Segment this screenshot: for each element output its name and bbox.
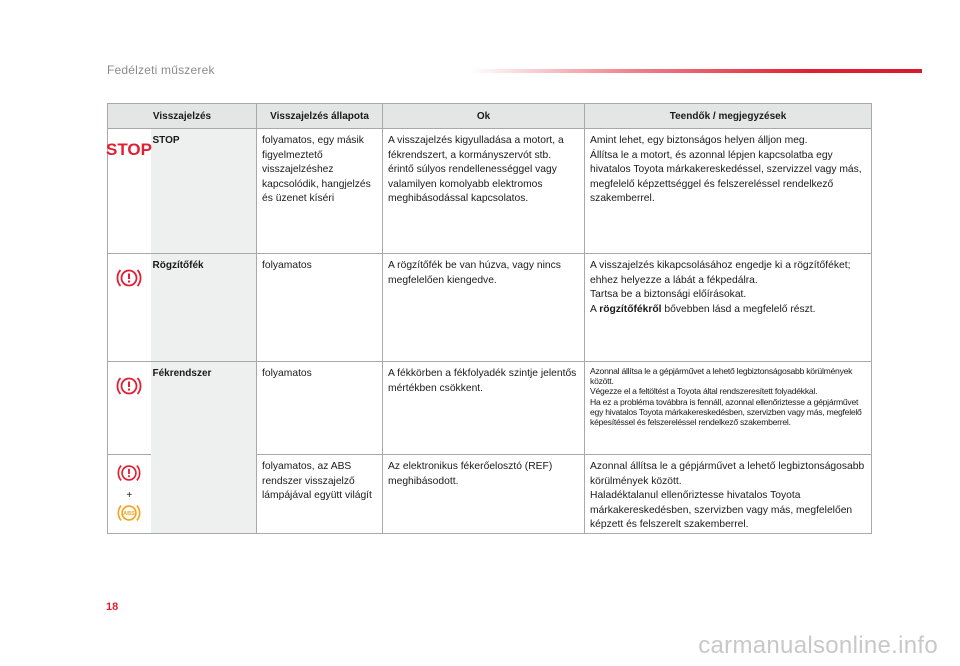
table-row-parking-brake <box>108 254 872 362</box>
signal-state: folyamatos <box>257 254 383 362</box>
signal-state: folyamatos, az ABS rendszer visszajelző lámpájával együtt világít <box>257 455 383 534</box>
table-header-row <box>108 104 872 129</box>
table-row-brake-system <box>108 362 872 455</box>
signal-action <box>585 129 872 254</box>
signal-state: folyamatos, egy másik figyelmeztető visszajelzéshez kapcsolódik, hangjelzés és üzenet kíséri <box>257 129 383 254</box>
action-reference-bold: rögzítőfékről <box>599 303 662 315</box>
action-text: Azonnal állítsa le a gépjárművet a lehető legbiztonságosabb körülmények között. <box>590 461 865 487</box>
abs-icon-label: ABS <box>123 511 136 518</box>
action-text: Haladéktalanul ellenőriztesse hivatalos Toyota márkakereskedésben, szervizben vagy más, megfelelően képzett és felszerelt szakemberrel. <box>590 490 853 531</box>
signal-cause: A fékkörben a fékfolyadék szintje jelentős mértékben csökkent. <box>383 362 585 455</box>
signal-cause: A rögzítőfék be van húzva, vagy nincs megfelelően kiengedve. <box>383 254 585 362</box>
icon-cell <box>108 455 151 534</box>
signal-action <box>585 362 872 455</box>
signal-name: Fékrendszer <box>151 362 257 534</box>
signal-cause: A visszajelzés kigyulladása a motort, a fékrendszert, a kormányszervót stb. érintő súlyos rendellenességgel vagy valamilyen komolyabb elektromos meghibásodással kapcsolatos. <box>383 129 585 254</box>
stop-warning-icon <box>106 140 153 162</box>
brake-warning-icon <box>115 265 143 296</box>
column-header-action: Teendők / megjegyzések <box>585 104 872 129</box>
action-text: Amint lehet, egy biztonságos helyen álljon meg. <box>590 135 808 146</box>
table-row-stop <box>108 129 872 254</box>
signal-action <box>585 254 872 362</box>
stop-icon-label: STOP <box>106 140 153 159</box>
icon-cell <box>108 129 151 254</box>
action-text: Végezze el a feltöltést a Toyota által rendszeresített folyadékkal. <box>590 386 818 397</box>
brake-warning-icon <box>115 373 143 404</box>
abs-warning-icon <box>115 501 143 530</box>
action-text: Azonnal állítsa le a gépjárművet a lehető legbiztonságosabb körülmények között. <box>590 366 853 387</box>
signal-state: folyamatos <box>257 362 383 455</box>
page-header-title: Fedélzeti műszerek <box>107 63 215 77</box>
action-text: Állítsa le a motort, és azonnal lépjen kapcsolatba egy hivatalos Toyota márkakereskedéssel, szervizzel vagy más, megfelelő képzettséggel és felszereléssel rendelkező szakemberrel. <box>590 149 862 205</box>
icon-cell <box>108 254 151 362</box>
icon-cell <box>108 362 151 455</box>
warning-lights-table <box>107 103 872 534</box>
signal-name: Rögzítőfék <box>151 254 257 362</box>
action-text: A visszajelzés kikapcsolásához engedje ki a rögzítőféket; ehhez helyezze a lábát a fékpedálra. <box>590 260 851 286</box>
action-text: Ha ez a probléma továbbra is fennáll, azonnal ellenőriztesse a gépjárművet egy hivatalos Toyota márkakereskedésben, szervizben vagy más, megfelelő képesítéssel és felszereléssel rendelkező szakemberrel. <box>590 396 862 428</box>
header-divider <box>470 69 922 73</box>
column-header-state: Visszajelzés állapota <box>257 104 383 129</box>
plus-sign: + <box>126 490 133 501</box>
column-header-cause: Ok <box>383 104 585 129</box>
signal-name: STOP <box>151 129 257 254</box>
action-reference: A rögzítőfékről bővebben lásd a megfelelő részt. <box>590 303 816 315</box>
brake-warning-icon <box>115 461 143 490</box>
watermark: carmanualsonline.info <box>698 632 938 659</box>
signal-action <box>585 455 872 534</box>
page-number: 18 <box>106 601 119 613</box>
action-text: Tartsa be a biztonsági előírásokat. <box>590 289 747 301</box>
signal-cause: Az elektronikus fékerőelosztó (REF) meghibásodott. <box>383 455 585 534</box>
column-header-signal: Visszajelzés <box>108 104 257 129</box>
